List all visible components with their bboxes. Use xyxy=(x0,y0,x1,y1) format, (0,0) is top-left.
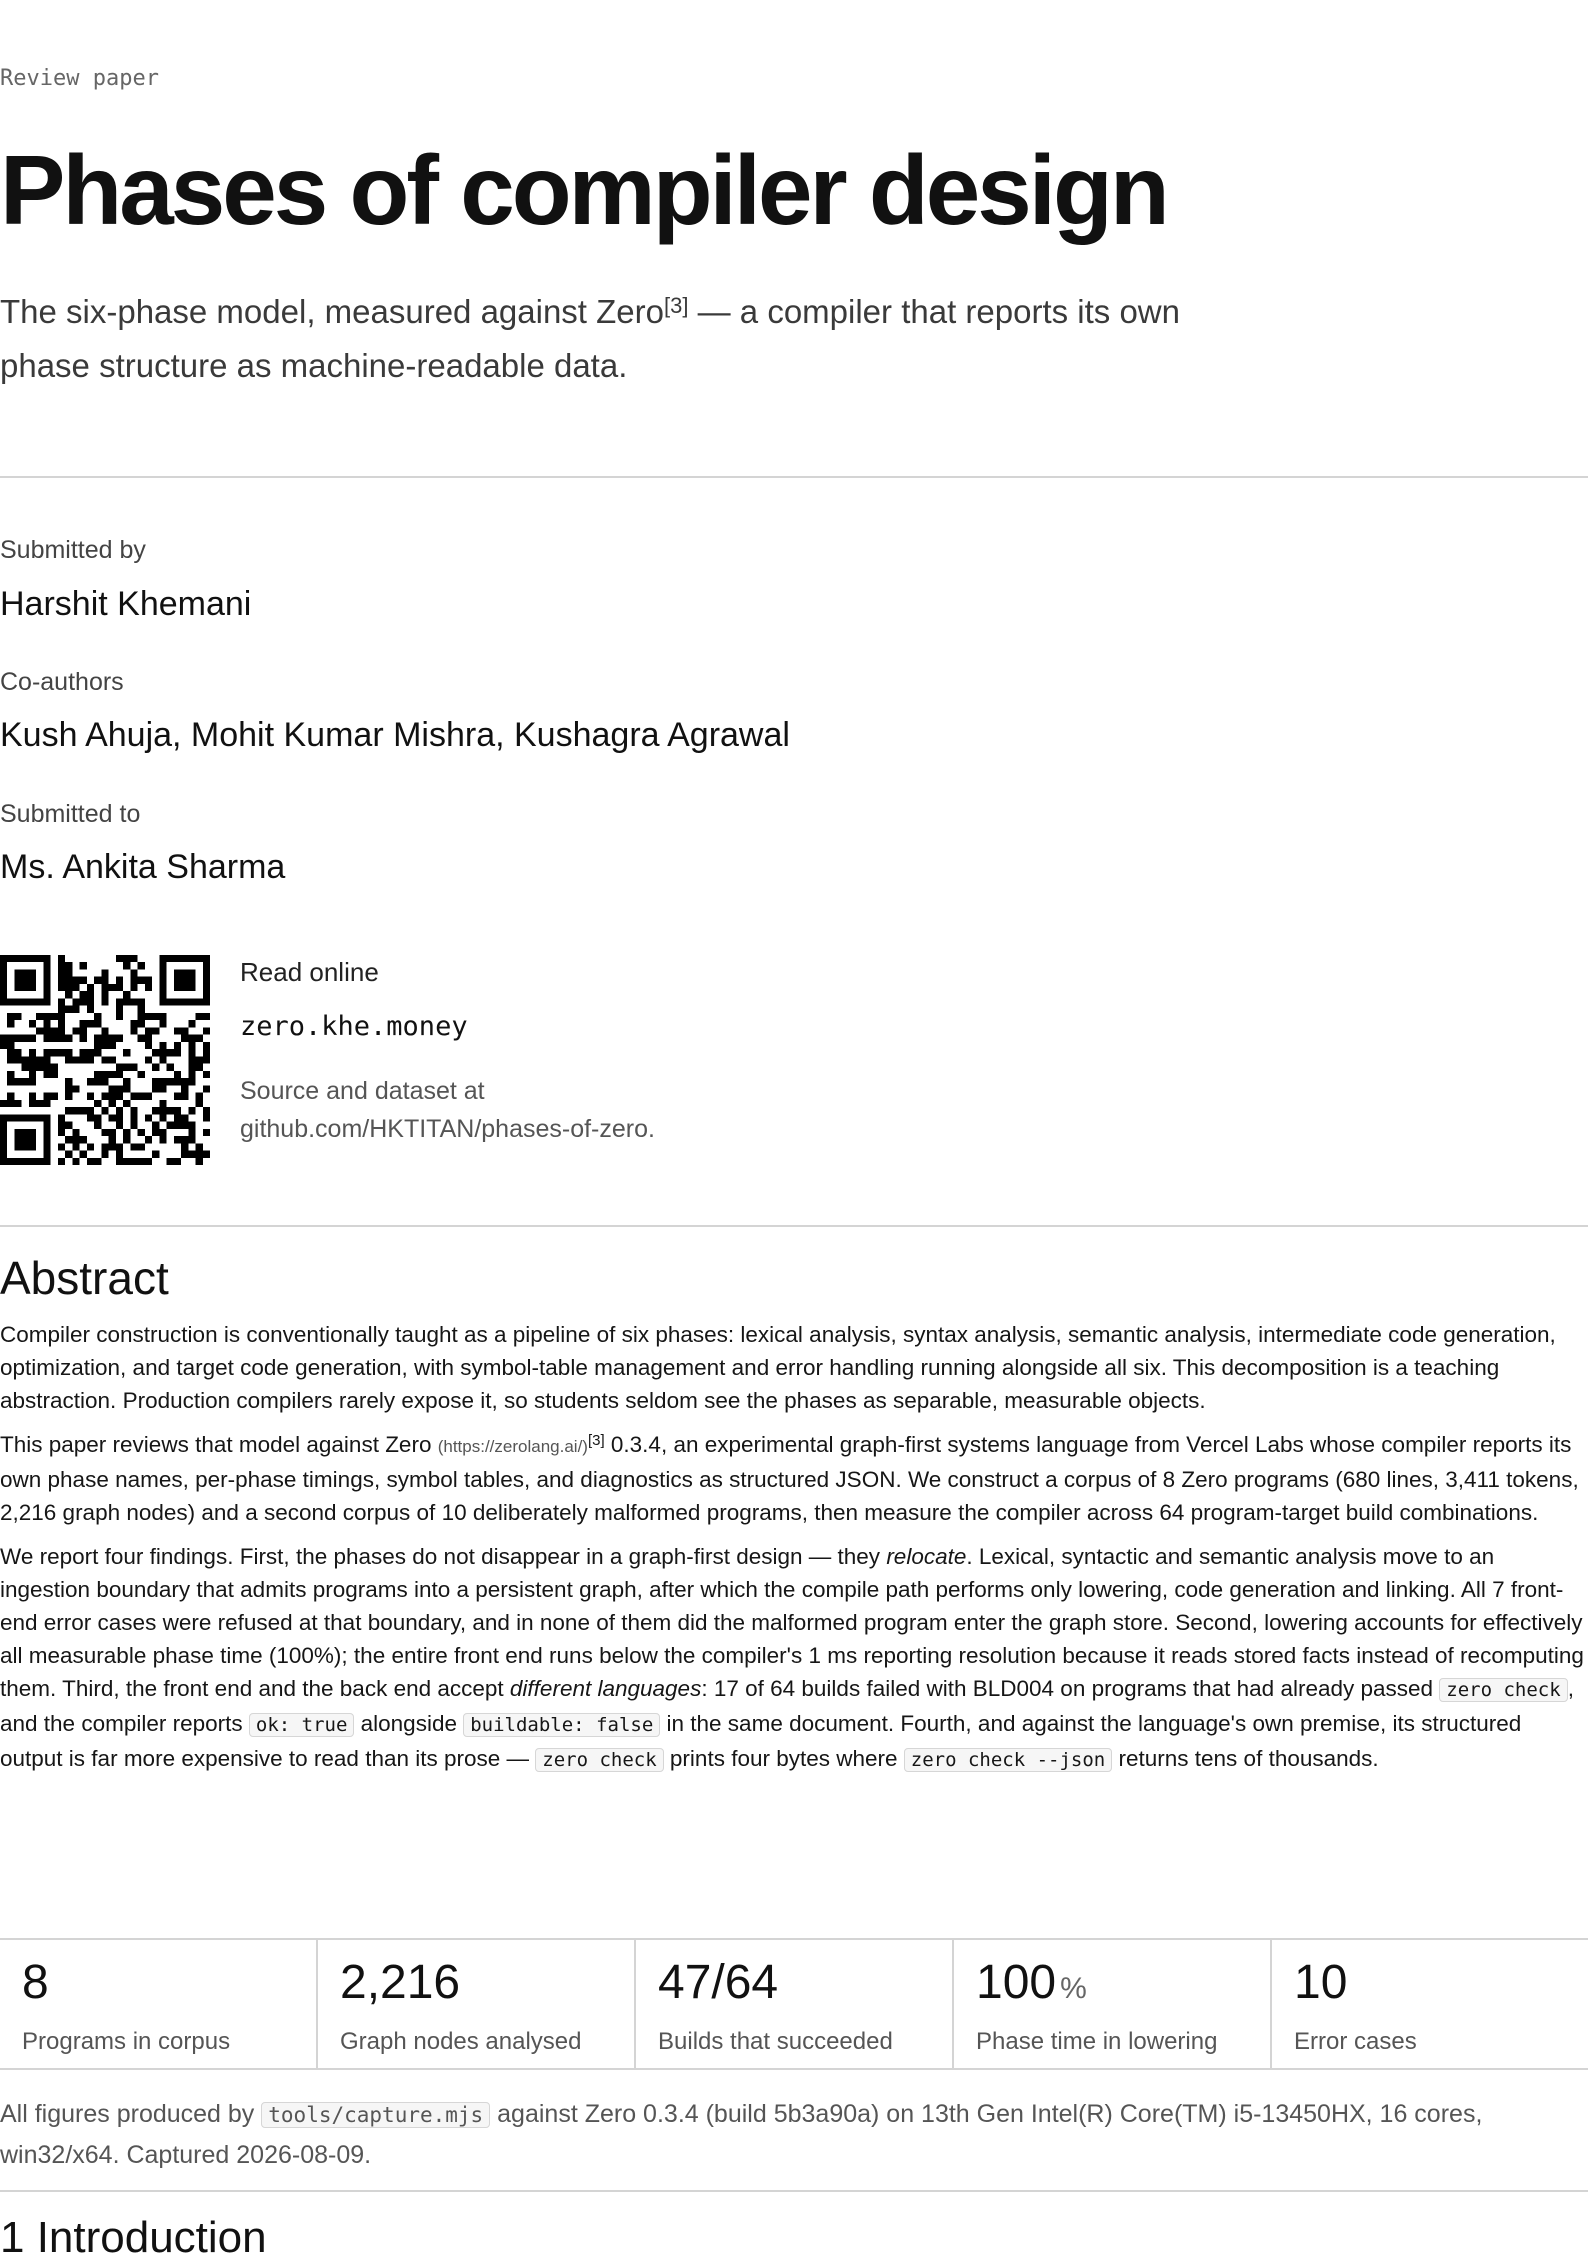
read-online-label: Read online xyxy=(240,957,379,987)
abstract-paragraph xyxy=(0,1428,1588,1529)
submitted-to-label: Submitted to xyxy=(0,800,141,828)
subtitle-text: The six-phase model, measured against Zero xyxy=(0,293,664,330)
abstract-text: returns tens of thousands. xyxy=(1112,1746,1379,1771)
coauthors-label: Co-authors xyxy=(0,668,124,696)
submitted-by-name: Harshit Khemani xyxy=(0,585,252,623)
stat-value: 100 xyxy=(976,1956,1057,2009)
abstract-text: 0.3.4, an experimental graph-first systems language from Vercel Labs whose compiler reports its own phase names, per-phase timings, symbol tables, and diagnostics as structured JSON. We construct a corpus of 8 Zero programs (680 lines, 3,411 tokens, 2,216 graph nodes) and a second corpus of 10 deliberately malformed programs, then measure the compiler across 64 program-target build combinations. xyxy=(0,1432,1579,1525)
stat-graph-nodes xyxy=(318,1940,636,2068)
abstract-text: alongside xyxy=(354,1711,464,1736)
divider xyxy=(0,1225,1588,1227)
stat-unit: % xyxy=(1060,1972,1087,2005)
footnote-text: against Zero 0.3.4 (build 5b3a90a) on 13th Gen Intel(R) Core(TM) i5-13450HX, 16 cores, win32/x64. Captured 2026-08-09. xyxy=(0,2100,1483,2169)
inline-code: zero check --json xyxy=(904,1748,1112,1772)
page-subtitle xyxy=(0,285,1240,393)
abstract-text: in the same document. Fourth, and against the language's own premise, its structured output is far more expensive to read than its prose — xyxy=(0,1711,1522,1771)
citation[interactable]: [3] xyxy=(587,1432,605,1449)
figures-footnote xyxy=(0,2094,1588,2175)
stat-programs xyxy=(0,1940,318,2068)
stat-builds xyxy=(636,1940,954,2068)
abstract-paragraph xyxy=(0,1540,1588,1777)
stat-label: Builds that succeeded xyxy=(658,2028,893,2055)
stat-lowering-time xyxy=(954,1940,1272,2068)
subtitle-text-continued: — a compiler that reports its own phase structure as machine-readable data. xyxy=(0,293,1180,384)
zero-link[interactable]: (https://zerolang.ai/) xyxy=(437,1437,588,1456)
inline-code: zero check xyxy=(1439,1678,1567,1702)
submitted-to-name: Ms. Ankita Sharma xyxy=(0,848,286,886)
section-heading-introduction: 1 Introduction xyxy=(0,2213,267,2262)
emphasis: different languages xyxy=(509,1676,702,1701)
coauthors-names: Kush Ahuja, Mohit Kumar Mishra, Kushagra Agrawal xyxy=(0,716,790,754)
stat-error-cases xyxy=(1272,1940,1588,2068)
inline-code: zero check xyxy=(535,1748,663,1772)
qr-code-icon[interactable] xyxy=(0,955,210,1165)
paper-type-label: Review paper xyxy=(0,66,159,91)
abstract-body xyxy=(0,1318,1588,1788)
abstract-text: . Lexical, syntactic and semantic analysis move to an ingestion boundary that admits programs into a persistent graph, after which the compile path performs only lowering, code generation and linking. All 7 front-end error cases were refused at that boundary, and in none of them did the malformed program enter the graph store. Second, lowering accounts for effectively all measurable phase time (100%); the entire front end runs below the compiler's 1 ms reporting resolution because it reads stored facts instead of recomputing them. Third, the front end and the back end accept xyxy=(0,1544,1584,1701)
abstract-text: , and the compiler reports xyxy=(0,1676,1574,1736)
stat-label: Graph nodes analysed xyxy=(340,2028,582,2055)
page-title: Phases of compiler design xyxy=(0,135,1167,245)
submitted-by-label: Submitted by xyxy=(0,536,146,564)
abstract-text: : 17 of 64 builds failed with BLD004 on programs that had already passed xyxy=(701,1676,1440,1701)
subtitle-citation[interactable]: [3] xyxy=(664,293,689,318)
source-dataset-note: Source and dataset at github.com/HKTITAN/phases-of-zero. xyxy=(240,1077,655,1143)
stat-value: 2,216 xyxy=(340,1956,461,2009)
read-online-url[interactable]: zero.khe.money xyxy=(240,1011,468,1042)
inline-code: ok: true xyxy=(249,1713,355,1737)
stat-label: Phase time in lowering xyxy=(976,2028,1218,2055)
stat-value: 10 xyxy=(1294,1956,1348,2009)
abstract-text: This paper reviews that model against Zero xyxy=(0,1432,438,1457)
stat-label: Error cases xyxy=(1294,2028,1417,2055)
stat-label: Programs in corpus xyxy=(22,2028,231,2055)
abstract-text: prints four bytes where xyxy=(663,1746,904,1771)
emphasis: relocate xyxy=(886,1544,967,1569)
divider xyxy=(0,2190,1588,2192)
abstract-heading: Abstract xyxy=(0,1252,169,1304)
stats-strip xyxy=(0,1938,1588,2070)
stat-value: 47/64 xyxy=(658,1956,779,2009)
abstract-text: We report four findings. First, the phases do not disappear in a graph-first design — they xyxy=(0,1544,887,1569)
divider xyxy=(0,476,1588,478)
footnote-text: All figures produced by xyxy=(0,2100,262,2128)
abstract-paragraph: Compiler construction is conventionally taught as a pipeline of six phases: lexical analysis, syntax analysis, semantic analysis, intermediate code generation, optimization, and target code generation, with symbol-table management and error handling running alongside all six. This decomposition is a teaching abstraction. Production compilers rarely expose it, so students seldom see the phases as separable, measurable objects. xyxy=(0,1322,1556,1413)
inline-code: buildable: false xyxy=(463,1713,660,1737)
stat-value: 8 xyxy=(22,1956,49,2009)
inline-code: tools/capture.mjs xyxy=(261,2102,490,2128)
